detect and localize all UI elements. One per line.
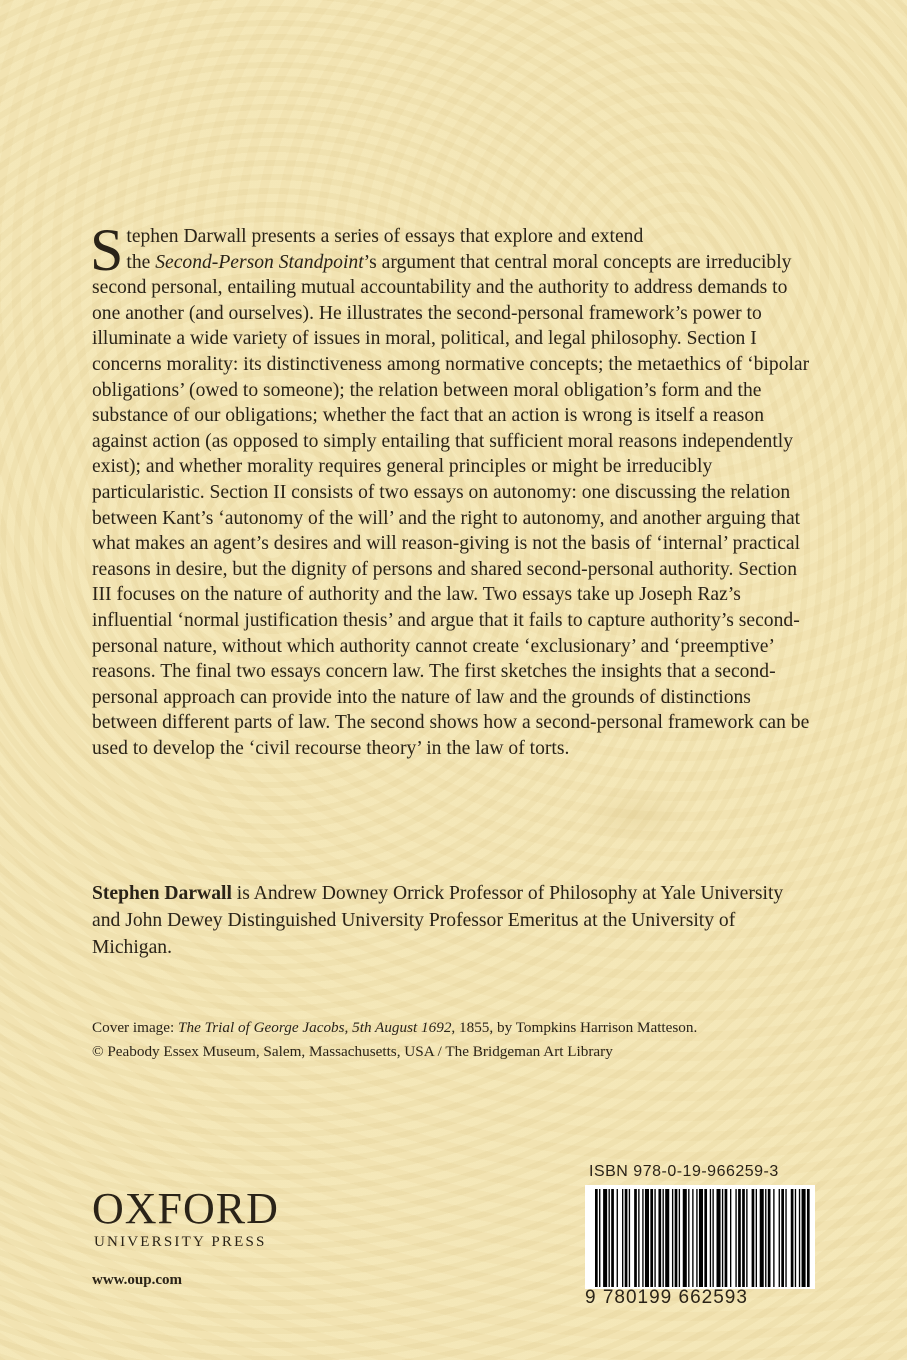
painting-title: The Trial of George Jacobs, 5th August 1692: [178, 1019, 452, 1036]
book-title-reference: Second-Person Standpoint: [155, 251, 364, 273]
barcode-digits: 9 780199 662593: [585, 1287, 748, 1308]
author-bio: [92, 880, 812, 961]
author-bio-text: is Andrew Downey Orrick Professor of Philosophy at Yale University and John Dewey Distinguished University Professor Emeritus at the University of Michigan.: [92, 883, 784, 958]
barcode-bar: [611, 1189, 614, 1287]
barcode-bar: [704, 1189, 707, 1287]
barcode-bar: [634, 1189, 637, 1287]
barcode-bar: [663, 1189, 664, 1287]
barcode-bar: [795, 1189, 796, 1287]
barcode-bar: [799, 1189, 800, 1287]
barcode-bar: [675, 1189, 678, 1287]
barcode-bar: [696, 1189, 697, 1287]
barcode-bar: [752, 1189, 755, 1287]
barcode-bar: [683, 1189, 687, 1287]
barcode-bar: [779, 1189, 780, 1287]
publisher-name: OXFORD: [92, 1184, 279, 1233]
barcode-bar: [807, 1189, 810, 1287]
publisher-subtitle: UNIVERSITY PRESS: [94, 1234, 267, 1250]
barcode-bar: [688, 1189, 689, 1287]
barcode-bar: [599, 1189, 600, 1287]
description-line2-pre: the: [126, 251, 156, 273]
barcode-bar: [642, 1189, 643, 1287]
barcode-bar: [617, 1189, 618, 1287]
barcode-bar: [773, 1189, 774, 1287]
barcode-bar: [756, 1189, 757, 1287]
barcode-bar: [765, 1189, 766, 1287]
barcode-bar: [785, 1189, 786, 1287]
barcode-bar: [595, 1189, 598, 1287]
barcode-bar: [679, 1189, 680, 1287]
barcode-bar: [742, 1189, 745, 1287]
barcode-bar: [625, 1189, 628, 1287]
barcode-bar: [629, 1189, 630, 1287]
barcode-bar: [650, 1189, 653, 1287]
drop-cap: S: [90, 217, 124, 283]
barcode-bar: [738, 1189, 741, 1287]
description-body: ’s argument that central moral concepts are irreducibly second personal, entailing mutual accountability and the authority to address demands to one another (and ourselves). He illustrates the second-personal framework’s power to illuminate a wide variety of issues in moral, political, and legal philosophy. Section I concerns morality: its distinctiveness among normative concepts; the metaethics of ‘bipolar obligations’ (owed to someone); the relation between moral obligation’s form and the substance of our obligations; whether the fact that an action is wrong is itself a reason against action (as opposed to simply entailing that sufficient moral reasons independently exist); and whether morality requires general principles or might be irreducibly particularistic. Section II consists of two essays on autonomy: one discussing the relation between Kant’s ‘autonomy of the will’ and the right to autonomy, and another arguing that what makes an agent’s desires and will reason-giving is not the basis of ‘internal’ practical reasons in desire, but the dignity of persons and shared second-personal authority. Section III focuses on the nature of authority and the law. Two essays take up Joseph Raz’s influential ‘normal justification thesis’ and argue that it fails to capture authority’s second-personal nature, without which authority cannot create ‘exclusionary’ and ‘preemptive’ reasons. The final two essays concern law. The first sketches the insights that a second-personal approach can provide into the nature of law and the grounds of distinctions between different parts of law. The second shows how a second-personal framework can be used to develop the ‘civil recourse theory’ in the law of torts.: [92, 251, 810, 759]
barcode-bar: [603, 1189, 607, 1287]
publisher-logo: [92, 1186, 302, 1252]
barcode-bar: [672, 1189, 673, 1287]
barcode-bar: [781, 1189, 784, 1287]
barcode-bar: [658, 1189, 661, 1287]
barcode-bar: [622, 1189, 623, 1287]
barcode-bar: [735, 1189, 736, 1287]
barcode-bar: [712, 1189, 713, 1287]
barcode-bar: [609, 1189, 610, 1287]
credit-prefix: Cover image:: [92, 1019, 179, 1036]
isbn-block: [585, 1163, 815, 1309]
author-name: Stephen Darwall: [92, 883, 232, 904]
barcode-bar: [760, 1189, 764, 1287]
barcode-bar: [802, 1189, 806, 1287]
barcode-bar: [645, 1189, 649, 1287]
isbn-label: ISBN 978-0-19-966259-3: [589, 1163, 779, 1180]
barcode-bar: [746, 1189, 747, 1287]
barcode-icon: [585, 1185, 815, 1289]
book-description: [90, 217, 812, 761]
barcode-bar: [768, 1189, 771, 1287]
barcode-bar: [725, 1189, 728, 1287]
barcode-bar: [692, 1189, 693, 1287]
barcode-bar: [638, 1189, 639, 1287]
credit-suffix: , 1855, by Tompkins Harrison Matteson.: [451, 1019, 698, 1036]
barcode-bar: [730, 1189, 731, 1287]
barcode-bar: [791, 1189, 794, 1287]
barcode-bar: [699, 1189, 703, 1287]
barcode-bar: [710, 1189, 711, 1287]
barcode-bar: [665, 1189, 669, 1287]
cover-credit: [92, 1016, 832, 1064]
barcode-bar: [654, 1189, 655, 1287]
publisher-url: www.oup.com: [92, 1272, 183, 1288]
description-line1: tephen Darwall presents a series of essays that explore and extend: [126, 226, 644, 247]
barcode-bar: [722, 1189, 723, 1287]
barcode-bar: [717, 1189, 721, 1287]
credit-copyright: © Peabody Essex Museum, Salem, Massachusetts, USA / The Bridgeman Art Library: [92, 1043, 613, 1060]
